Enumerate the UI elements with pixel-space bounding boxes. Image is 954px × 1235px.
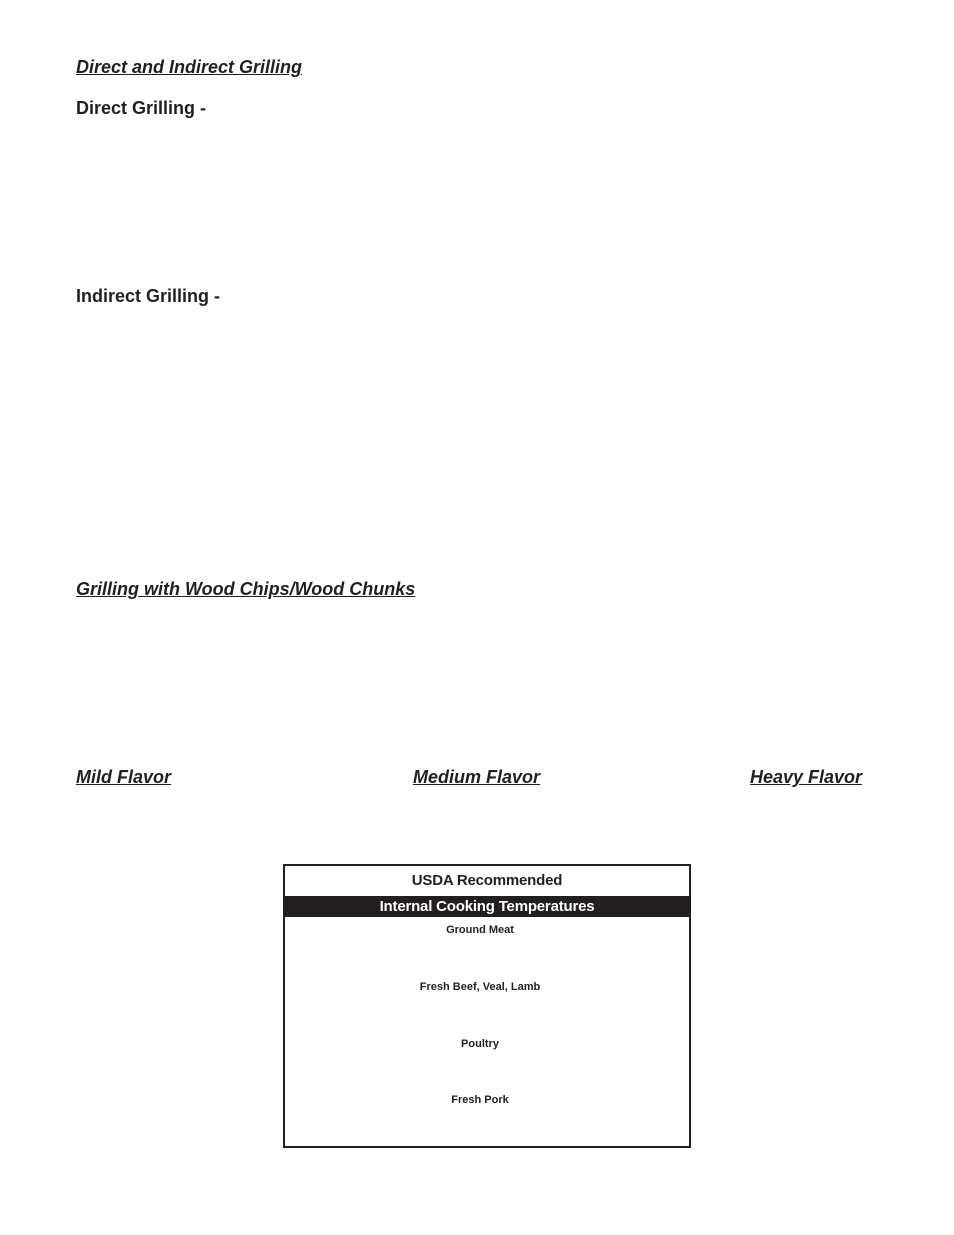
wood-chips-heading: Grilling with Wood Chips/Wood Chunks	[76, 579, 416, 599]
medium-flavor-heading: Medium Flavor	[413, 767, 541, 787]
direct-grilling-label: Direct Grilling -	[76, 98, 207, 118]
indirect-grilling-label: Indirect Grilling -	[76, 286, 221, 306]
direct-indirect-grilling-heading: Direct and Indirect Grilling	[76, 57, 303, 77]
temperature-table-title: USDA Recommended	[411, 872, 563, 889]
heavy-flavor-heading: Heavy Flavor	[750, 767, 863, 787]
temperature-row-poultry: Poultry	[461, 1038, 499, 1050]
temperature-row-ground-meat: Ground Meat	[446, 924, 514, 936]
temperature-row-fresh-pork: Fresh Pork	[451, 1094, 509, 1106]
usda-temperature-table	[283, 864, 691, 1148]
temperature-row-fresh-beef: Fresh Beef, Veal, Lamb	[419, 981, 541, 993]
temperature-table-subtitle: Internal Cooking Temperatures	[285, 896, 689, 917]
mild-flavor-heading: Mild Flavor	[76, 767, 172, 787]
